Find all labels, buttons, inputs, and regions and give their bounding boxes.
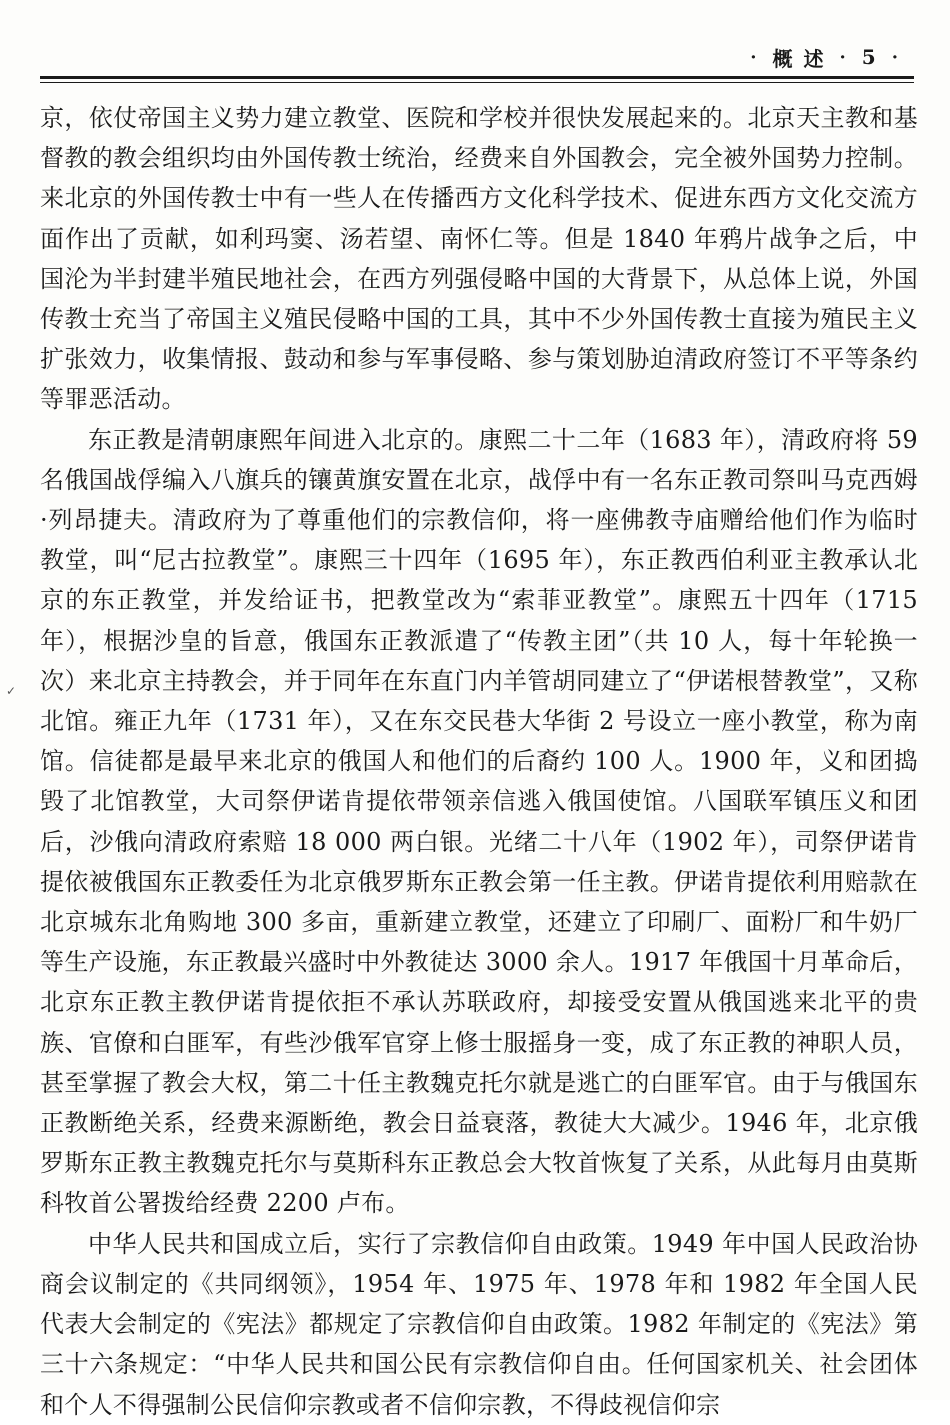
header-separator-left: · bbox=[750, 46, 759, 68]
header-rule-thin bbox=[40, 82, 914, 83]
body-text bbox=[40, 98, 918, 1425]
paragraph-eastern-orthodox: 东正教是清朝康熙年间进入北京的。康熙二十二年（1683 年），清政府将 59 名俄国战俘编入八旗兵的镶黄旗安置在北京，战俘中有一名东正教司祭叫马克西姆·列昂捷夫。清政府为了尊重他们的宗教信仰，将一座佛教寺庙赠给他们作为临时教堂，叫“尼古拉教堂”。康熙三十四年（1695 年），东正教西伯利亚主教承认北京的东正教堂，并发给证书，把教堂改为“索菲亚教堂”。康熙五十四年（1715 年），根据沙皇的旨意，俄国东正教派遣了“传教主团”（共 10 人，每十年轮换一次）来北京主持教会，并于同年在东直门内羊管胡同建立了“伊诺根替教堂”，又称北馆。雍正九年（1731 年），又在东交民巷大华街 2 号设立一座小教堂，称为南馆。信徒都是最早来北京的俄国人和他们的后裔约 100 人。1900 年，义和团捣毁了北馆教堂，大司祭伊诺肯提依带领亲信逃入俄国使馆。八国联军镇压义和团后，沙俄向清政府索赔 18 000 两白银。光绪二十八年（1902 年），司祭伊诺肯提依被俄国东正教委任为北京俄罗斯东正教会第一任主教。伊诺肯提依利用赔款在北京城东北角购地 300 多亩，重新建立教堂，还建立了印刷厂、面粉厂和牛奶厂等生产设施，东正教最兴盛时中外教徒达 3000 余人。1917 年俄国十月革命后，北京东正教主教伊诺肯提依拒不承认苏联政府，却接受安置从俄国逃来北平的贵族、官僚和白匪军，有些沙俄军官穿上修士服摇身一变，成了东正教的神职人员，甚至掌握了教会大权，第二十任主教魏克托尔就是逃亡的白匪军官。由于与俄国东正教断绝关系，经费来源断绝，教会日益衰落，教徒大大减少。1946 年，北京俄罗斯东正教主教魏克托尔与莫斯科东正教总会大牧首恢复了关系，从此每月由莫斯科牧首公署拨给经费 2200 卢布。 bbox=[40, 425, 918, 1218]
paragraph-religious-freedom: 中华人民共和国成立后，实行了宗教信仰自由政策。1949 年中国人民政治协商会议制定的《共同纲领》，1954 年、1975 年、1978 年和 1982 年全国人民代表大会制定的《宪法》都规定了宗教信仰自由政策。1982 年制定的《宪法》第三十六条规定：“中华人民共和国公民有宗教信仰自由。任何国家机关、社会团体和个人不得强制公民信仰宗教或者不信仰宗教，不得歧视信仰宗 bbox=[40, 1229, 918, 1419]
header-separator-right: · bbox=[891, 46, 900, 68]
header-separator-mid: · bbox=[839, 46, 848, 68]
section-title: 概 述 bbox=[772, 46, 826, 71]
running-header bbox=[750, 42, 900, 72]
header-rule-thick bbox=[40, 76, 914, 79]
margin-mark: ✓ bbox=[6, 684, 17, 698]
paragraph-continuation: 京，依仗帝国主义势力建立教堂、医院和学校并很快发展起来的。北京天主教和基督教的教会组织均由外国传教士统治，经费来自外国教会，完全被外国势力控制。来北京的外国传教士中有一些人在传播西方文化科学技术、促进东西方文化交流方面作出了贡献，如利玛窦、汤若望、南怀仁等。但是 1840 年鸦片战争之后，中国沦为半封建半殖民地社会，在西方列强侵略中国的大背景下，从总体上说，外国传教士充当了帝国主义殖民侵略中国的工具，其中不少外国传教士直接为殖民主义扩张效力，收集情报、鼓动和参与军事侵略、参与策划胁迫清政府签订不平等条约等罪恶活动。 bbox=[40, 104, 918, 414]
page-number: 5 bbox=[861, 45, 878, 69]
